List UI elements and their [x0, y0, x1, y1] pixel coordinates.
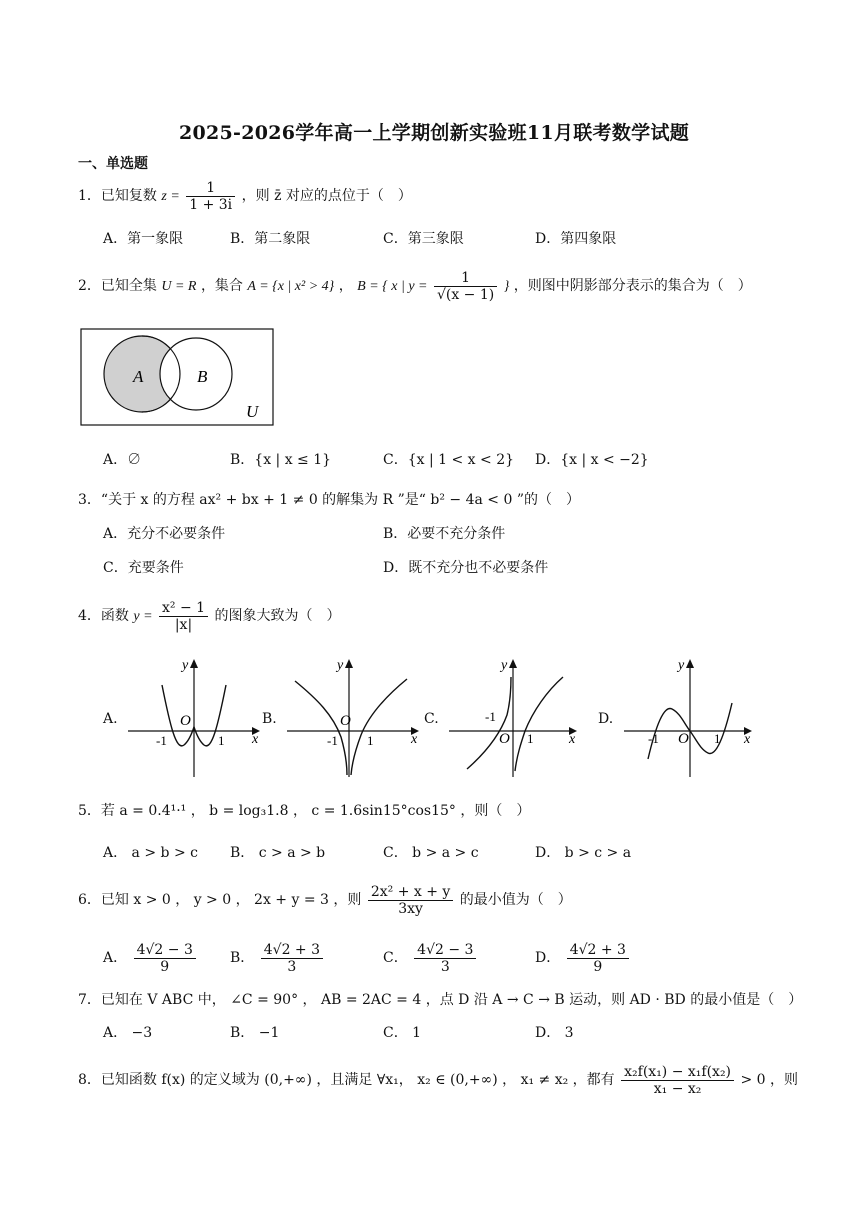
q1-fraction	[186, 180, 235, 213]
q2-setb-num: 1	[434, 270, 497, 287]
q3-option-d: D．既不充分也不必要条件	[383, 560, 549, 576]
q8-text-b: > 0 ，则	[740, 1072, 799, 1088]
q8-num: x₂f(x₁) − x₁f(x₂)	[621, 1064, 734, 1081]
q4-graph-label-c: C.	[424, 711, 439, 727]
axis-label-y: y	[678, 658, 685, 673]
curve-right	[351, 679, 407, 775]
axis-label-x: x	[744, 732, 751, 747]
q6-suffix: 的最小值为（ ）	[459, 892, 572, 908]
q7-option-c: C． 1	[383, 1025, 422, 1041]
q8-fraction	[621, 1064, 734, 1097]
q4-graph-label-b: B.	[262, 711, 277, 727]
q1-option-d: D．第四象限	[535, 231, 617, 247]
y-axis-arrow	[190, 659, 198, 668]
axis-label-y: y	[182, 658, 189, 673]
tick-neg1: -1	[485, 709, 496, 724]
tick-neg1: -1	[648, 731, 659, 746]
origin-label: O	[180, 713, 191, 729]
question-7: 7．已知在 V ABC 中， ∠C = 90° ， AB = 2AC = 4 ，点 D 沿 A → C → B 运动，则 AD · BD 的最小值是（ ）	[78, 992, 803, 1008]
q2-setb-den: √(x − 1)	[436, 286, 495, 303]
q6-option-c	[383, 938, 478, 978]
q6-option-a	[103, 938, 198, 978]
q6-option-d	[535, 938, 631, 978]
tick-pos1: 1	[714, 731, 721, 746]
q1-option-b: B．第二象限	[230, 231, 311, 247]
q4-graph-label-a: A.	[103, 711, 118, 727]
q2-set-b-fraction	[434, 270, 497, 303]
q2-option-d: D．{x | x < −2}	[535, 452, 649, 468]
y-axis-arrow	[345, 659, 353, 668]
q4-fraction	[159, 600, 208, 633]
q2-u-eq: U = R	[161, 279, 197, 294]
q1-den: 1 + 3i	[189, 196, 233, 213]
q6-option-b-label: B．	[230, 950, 255, 966]
q5-option-a: A． a > b > c	[103, 845, 198, 861]
tick-neg1: -1	[156, 733, 167, 748]
q6-fraction	[368, 884, 453, 917]
q4-den: |x|	[174, 616, 193, 633]
question-4	[78, 596, 341, 637]
q3-option-a: A．充分不必要条件	[103, 526, 226, 542]
q2-option-a: A．∅	[103, 452, 142, 468]
q1-prefix: 1．已知复数	[78, 188, 157, 204]
origin-label: O	[340, 713, 351, 729]
q1-eq: z =	[161, 189, 180, 204]
q2-option-c: C．{x | 1 < x < 2}	[383, 452, 515, 468]
q8-den: x₁ − x₂	[653, 1080, 702, 1097]
q6-option-b	[230, 938, 325, 978]
q4-graph-label-d: D.	[598, 711, 614, 727]
q4-graph-d	[622, 655, 762, 780]
tick-pos1: 1	[218, 733, 225, 748]
question-5: 5．若 a = 0.4¹·¹ ， b = log₃1.8 ， c = 1.6sin15°cos15° ，则（ ）	[78, 803, 531, 819]
q3-option-c: C．充要条件	[103, 560, 184, 576]
q6-option-d-fraction	[567, 942, 629, 975]
q2-set-b-pre: B = { x | y =	[357, 279, 428, 294]
q5-option-c: C． b > a > c	[383, 845, 479, 861]
question-6	[78, 880, 572, 920]
q1-option-c: C．第三象限	[383, 231, 464, 247]
q6-option-c-label: C．	[383, 950, 408, 966]
section-heading: 一、单选题	[78, 156, 148, 172]
q1-option-a: A．第一象限	[103, 231, 184, 247]
q6-option-c-fraction	[414, 942, 476, 975]
axis-label-x: x	[411, 732, 418, 747]
origin-label: O	[678, 731, 689, 747]
q4-graph-b	[285, 655, 425, 780]
q4-suffix: 的图象大致为（ ）	[214, 608, 341, 624]
q4-num: x² − 1	[159, 600, 208, 617]
tick-neg1: -1	[327, 733, 338, 748]
q6-prefix: 6．已知 x > 0 ， y > 0 ， 2x + y = 3 ，则	[78, 892, 362, 908]
axis-label-x: x	[252, 732, 259, 747]
q1-suffix: ，则 z̄ 对应的点位于（ ）	[241, 188, 412, 204]
q6-option-b-den: 3	[287, 958, 297, 975]
q6-option-d-label: D．	[535, 950, 561, 966]
q6-option-c-den: 3	[440, 958, 450, 975]
q2-text-b: ，集合	[200, 278, 243, 294]
y-axis-arrow	[509, 659, 517, 668]
q6-num: 2x² + x + y	[368, 884, 453, 901]
tick-pos1: 1	[527, 731, 534, 746]
q2-text-c: ，	[338, 278, 353, 294]
q6-option-c-num: 4√2 − 3	[414, 942, 476, 959]
question-8	[78, 1060, 798, 1100]
q2-set-b-post: }	[503, 279, 510, 294]
venn-label-u: U	[246, 402, 259, 421]
axis-label-y: y	[337, 658, 344, 673]
q6-option-a-label: A．	[103, 950, 128, 966]
venn-label-b: B	[197, 367, 208, 386]
origin-label: O	[499, 731, 510, 747]
q4-prefix: 4．函数	[78, 608, 129, 624]
tick-pos1: 1	[367, 733, 374, 748]
q7-option-a: A． −3	[103, 1025, 153, 1041]
q3-option-b: B．必要不充分条件	[383, 526, 506, 542]
venn-label-a: A	[133, 367, 144, 386]
q4-eq: y =	[133, 609, 153, 624]
curve-right	[515, 677, 563, 771]
q5-option-d: D． b > c > a	[535, 845, 632, 861]
q4-graph-c	[447, 655, 587, 780]
axis-label-x: x	[569, 732, 576, 747]
question-3: 3．“关于 x 的方程 ax² + bx + 1 ≠ 0 的解集为 R ”是“ b² − 4a < 0 ”的（ ）	[78, 492, 580, 508]
axis-label-y: y	[501, 658, 508, 673]
q2-option-b: B．{x | x ≤ 1}	[230, 452, 332, 468]
q6-option-d-num: 4√2 + 3	[567, 942, 629, 959]
q8-text-a: 8．已知函数 f(x) 的定义域为 (0,+∞) ，且满足 ∀x₁， x₂ ∈ (0,+∞) ， x₁ ≠ x₂ ，都有	[78, 1072, 615, 1088]
venn-diagram	[80, 328, 274, 426]
question-1	[78, 176, 412, 217]
q6-option-a-fraction	[134, 942, 196, 975]
q6-den: 3xy	[398, 900, 423, 917]
q2-text-d: ，则图中阴影部分表示的集合为（ ）	[513, 278, 752, 294]
q2-set-a: A = {x | x² > 4}	[247, 279, 335, 294]
q6-option-a-num: 4√2 − 3	[134, 942, 196, 959]
page-title: 2025-2026学年高一上学期创新实验班11月联考数学试题	[178, 122, 690, 144]
q1-num: 1	[186, 180, 235, 197]
y-axis-arrow	[686, 659, 694, 668]
q6-option-a-den: 9	[160, 958, 170, 975]
q5-option-b: B． c > a > b	[230, 845, 326, 861]
q2-text-a: 2．已知全集	[78, 278, 157, 294]
q6-option-d-den: 9	[593, 958, 603, 975]
q7-option-d: D． 3	[535, 1025, 574, 1041]
q6-option-b-fraction	[261, 942, 323, 975]
q6-option-b-num: 4√2 + 3	[261, 942, 323, 959]
question-2	[78, 266, 752, 307]
q7-option-b: B． −1	[230, 1025, 280, 1041]
q4-graph-a	[126, 655, 266, 780]
